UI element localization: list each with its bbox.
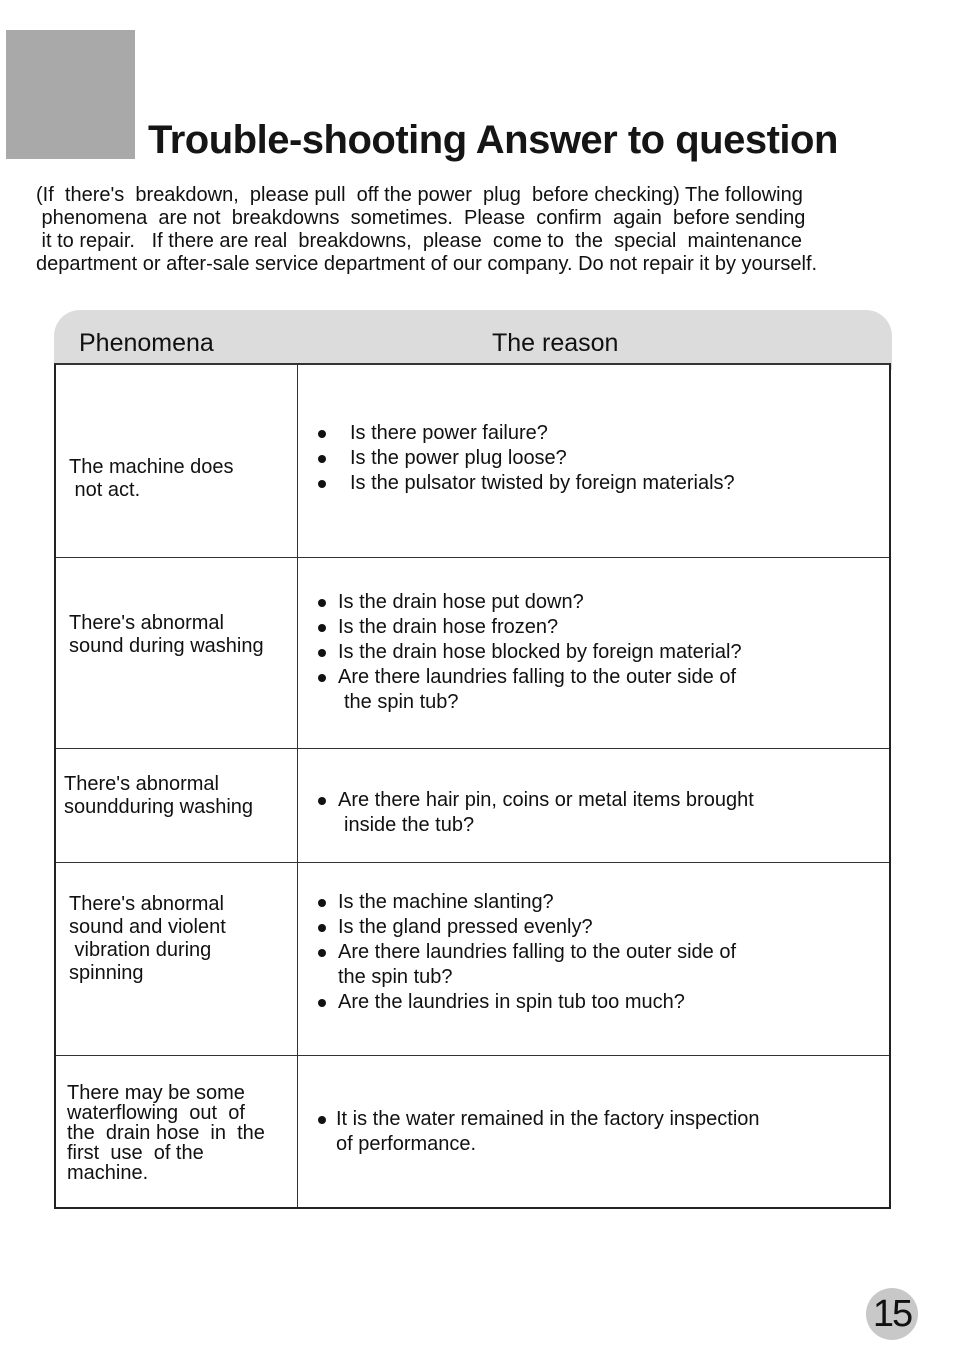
reason-item: Are there laundries falling to the outer side of the spin tub? xyxy=(318,940,736,990)
page-title: Trouble-shooting Answer to question xyxy=(148,118,838,162)
header-reason: The reason xyxy=(492,329,619,357)
reason-item: Is the drain hose blocked by foreign material? xyxy=(318,640,742,665)
row-divider xyxy=(56,748,889,749)
row-divider xyxy=(56,557,889,558)
section-tab-block xyxy=(6,30,135,159)
reason-cell xyxy=(318,590,742,715)
intro-line: (If there's breakdown, please pull off the power plug before checking) The following xyxy=(36,184,803,206)
reason-item: It is the water remained in the factory inspection of performance. xyxy=(318,1107,760,1157)
header-phenomena: Phenomena xyxy=(79,329,214,357)
phenomena-cell: There's abnormal sound and violent vibration during spinning xyxy=(69,893,226,984)
phenomena-cell: The machine does not act. xyxy=(69,456,234,501)
reason-item: Is the power plug loose? xyxy=(318,446,735,471)
reason-item: Is the gland pressed evenly? xyxy=(318,915,736,940)
trouble-table xyxy=(54,363,891,1209)
reason-item: Is the pulsator twisted by foreign materials? xyxy=(318,471,735,496)
phenomena-cell: There's abnormal soundduring washing xyxy=(64,773,254,818)
phenomena-cell: There's abnormal sound during washing xyxy=(69,612,264,657)
reason-item: Are there laundries falling to the outer side of the spin tub? xyxy=(318,665,742,715)
reason-cell xyxy=(318,890,736,1015)
reason-cell xyxy=(318,421,735,496)
reason-cell xyxy=(318,1107,760,1157)
reason-item: Are there hair pin, coins or metal items brought inside the tub? xyxy=(318,788,754,838)
row-divider xyxy=(56,862,889,863)
intro-paragraph xyxy=(36,184,926,276)
column-divider xyxy=(297,365,298,1207)
phenomena-cell: There may be some waterflowing out of the drain hose in the first use of the machine. xyxy=(67,1082,265,1184)
reason-item: Is the drain hose put down? xyxy=(318,590,742,615)
reason-item: Is the machine slanting? xyxy=(318,890,736,915)
reason-cell xyxy=(318,788,754,838)
intro-line: phenomena are not breakdowns sometimes. Please confirm again before sending xyxy=(36,207,806,229)
row-divider xyxy=(56,1055,889,1056)
intro-line: department or after-sale service department of our company. Do not repair it by yourself. xyxy=(36,253,818,275)
reason-item: Is the drain hose frozen? xyxy=(318,615,742,640)
reason-item: Is there power failure? xyxy=(318,421,735,446)
reason-item: Are the laundries in spin tub too much? xyxy=(318,990,736,1015)
page-number-badge: 15 xyxy=(866,1288,918,1340)
table-header xyxy=(54,310,892,370)
intro-line: it to repair. If there are real breakdowns, please come to the special maintenance xyxy=(36,230,802,252)
